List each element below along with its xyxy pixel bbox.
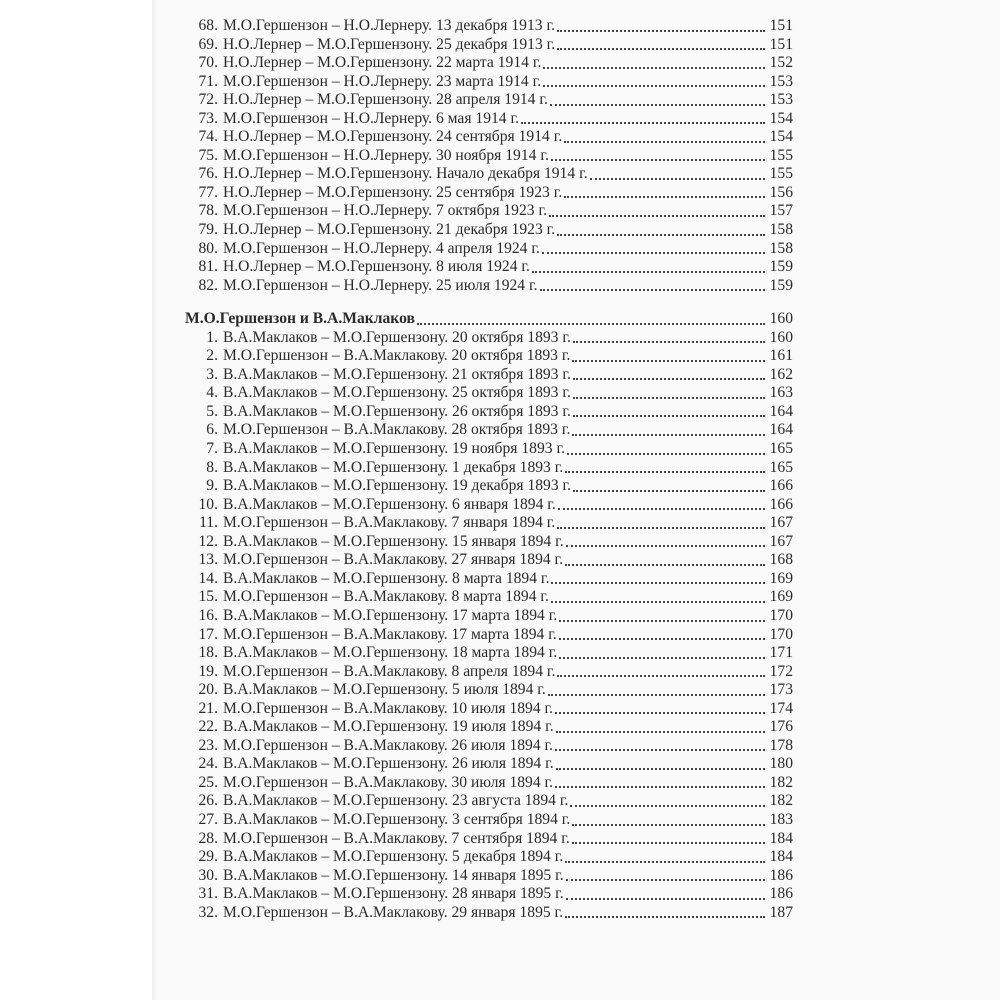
entry-page-number: 156 bbox=[769, 183, 793, 201]
entry-title: В.А.Маклаков – М.О.Гершензону. 6 января 1894 г. bbox=[223, 495, 556, 513]
entry-number: 20. bbox=[198, 681, 218, 699]
entry-page-number: 167 bbox=[769, 514, 793, 532]
toc-entry bbox=[185, 811, 793, 830]
dot-leader bbox=[572, 842, 765, 844]
dot-leader bbox=[559, 620, 765, 622]
entry-number: 4. bbox=[206, 384, 218, 402]
toc-entry bbox=[185, 459, 793, 478]
toc-entry bbox=[185, 347, 793, 366]
entry-title: М.О.Гершензон – Н.О.Лернеру. 7 октября 1923 г. bbox=[223, 202, 548, 220]
dot-leader bbox=[555, 786, 765, 788]
toc-entry bbox=[185, 91, 793, 110]
dot-leader bbox=[540, 289, 765, 291]
toc-entry bbox=[185, 496, 793, 515]
dot-leader bbox=[557, 234, 765, 236]
entry-number: 23. bbox=[198, 736, 218, 754]
entry-page-number: 151 bbox=[769, 17, 793, 34]
entry-title: В.А.Маклаков – М.О.Гершензону. 14 января 1895 г. bbox=[223, 866, 564, 884]
entry-title: М.О.Гершензон – В.А.Маклакову. 20 октября 1893 г. bbox=[223, 347, 571, 365]
dot-leader bbox=[573, 397, 765, 399]
entry-number: 9. bbox=[206, 477, 218, 495]
entry-title: М.О.Гершензон – В.А.Маклакову. 8 апреля 1894 г. bbox=[223, 662, 556, 680]
dot-leader bbox=[558, 508, 765, 510]
entry-page-number: 169 bbox=[769, 569, 793, 587]
entry-title: Н.О.Лернер – М.О.Гершензону. 21 декабря 1923 г. bbox=[223, 221, 556, 239]
toc-entry bbox=[185, 867, 793, 886]
entry-page-number: 172 bbox=[769, 662, 793, 680]
dot-leader bbox=[565, 916, 765, 918]
entry-number: 27. bbox=[198, 810, 218, 828]
dot-leader bbox=[573, 341, 765, 343]
table-of-contents bbox=[185, 17, 793, 922]
dot-leader bbox=[572, 824, 765, 826]
dot-leader bbox=[557, 30, 765, 32]
entry-page-number: 154 bbox=[769, 109, 793, 127]
toc-entry bbox=[185, 644, 793, 663]
entry-page-number: 170 bbox=[769, 625, 793, 643]
entry-title: В.А.Маклаков – М.О.Гершензону. 17 марта 1894 г. bbox=[223, 606, 558, 624]
entry-number: 8. bbox=[206, 458, 218, 476]
entry-title: Н.О.Лернер – М.О.Гершензону. 28 апреля 1914 г. bbox=[223, 91, 548, 109]
toc-entry bbox=[185, 681, 793, 700]
entry-title: Н.О.Лернер – М.О.Гершензону. 8 июля 1924 г. bbox=[223, 258, 530, 276]
dot-leader bbox=[565, 861, 765, 863]
dot-leader bbox=[572, 360, 765, 362]
toc-entry bbox=[185, 588, 793, 607]
entry-page-number: 174 bbox=[769, 699, 793, 717]
dot-leader bbox=[566, 545, 765, 547]
entry-page-number: 153 bbox=[769, 91, 793, 109]
entry-title: М.О.Гершензон – В.А.Маклакову. 7 января 1894 г. bbox=[223, 514, 556, 532]
entry-title: М.О.Гершензон – Н.О.Лернеру. 6 мая 1914 г. bbox=[223, 109, 520, 127]
entry-number: 31. bbox=[198, 885, 218, 903]
entry-number: 78. bbox=[198, 202, 218, 220]
entry-title: В.А.Маклаков – М.О.Гершензону. 19 ноября 1893 г. bbox=[223, 440, 565, 458]
entry-page-number: 182 bbox=[769, 773, 793, 791]
entry-page-number: 178 bbox=[769, 736, 793, 754]
dot-leader bbox=[532, 271, 765, 273]
dot-leader bbox=[573, 378, 765, 380]
toc-entry bbox=[185, 421, 793, 440]
entry-number: 77. bbox=[198, 183, 218, 201]
entry-title: Н.О.Лернер – М.О.Гершензону. 25 сентября 1923 г. bbox=[223, 183, 563, 201]
toc-entry bbox=[185, 277, 793, 296]
entry-title: В.А.Маклаков – М.О.Гершензону. 5 июля 1894 г. bbox=[223, 681, 546, 699]
entry-title: В.А.Маклаков – М.О.Гершензону. 19 июля 1894 г. bbox=[223, 718, 554, 736]
entry-page-number: 167 bbox=[769, 532, 793, 550]
entry-number: 2. bbox=[206, 347, 218, 365]
toc-entry bbox=[185, 626, 793, 645]
entry-title: Н.О.Лернер – М.О.Гершензону. Начало декабря 1914 г. bbox=[223, 165, 588, 183]
entry-page-number: 180 bbox=[769, 755, 793, 773]
entry-number: 10. bbox=[198, 495, 218, 513]
entry-page-number: 176 bbox=[769, 718, 793, 736]
entry-number: 70. bbox=[198, 54, 218, 72]
dot-leader bbox=[557, 675, 765, 677]
dot-leader bbox=[548, 694, 765, 696]
entry-title: М.О.Гершензон – Н.О.Лернеру. 23 марта 1914 г. bbox=[223, 72, 542, 90]
entry-page-number: 165 bbox=[769, 458, 793, 476]
entry-page-number: 157 bbox=[769, 202, 793, 220]
entry-title: В.А.Маклаков – М.О.Гершензону. 5 декабря 1894 г. bbox=[223, 848, 564, 866]
entry-page-number: 151 bbox=[769, 35, 793, 53]
dot-leader bbox=[570, 805, 765, 807]
entry-number: 7. bbox=[206, 440, 218, 458]
toc-entry bbox=[185, 366, 793, 385]
toc-entry bbox=[185, 718, 793, 737]
toc-entry bbox=[185, 514, 793, 533]
entry-page-number: 152 bbox=[769, 54, 793, 72]
dot-leader bbox=[551, 582, 765, 584]
entry-number: 11. bbox=[199, 514, 218, 532]
entry-number: 26. bbox=[198, 792, 218, 810]
entry-page-number: 186 bbox=[769, 885, 793, 903]
toc-entry bbox=[185, 774, 793, 793]
entry-number: 79. bbox=[198, 221, 218, 239]
toc-entry bbox=[185, 440, 793, 459]
entry-number: 16. bbox=[198, 606, 218, 624]
toc-entry bbox=[185, 240, 793, 259]
toc-entry bbox=[185, 36, 793, 55]
entry-title: В.А.Маклаков – М.О.Гершензону. 1 декабря 1893 г. bbox=[223, 458, 564, 476]
entry-title: М.О.Гершензон – В.А.Маклакову. 10 июля 1894 г. bbox=[223, 699, 554, 717]
toc-entry bbox=[185, 54, 793, 73]
entry-number: 69. bbox=[198, 35, 218, 53]
entry-number: 72. bbox=[198, 91, 218, 109]
dot-leader bbox=[543, 67, 765, 69]
entry-page-number: 153 bbox=[769, 72, 793, 90]
entry-title: М.О.Гершензон – В.А.Маклакову. 8 марта 1894 г. bbox=[223, 588, 549, 606]
dot-leader bbox=[566, 898, 765, 900]
toc-entry bbox=[185, 830, 793, 849]
dot-leader bbox=[559, 657, 765, 659]
entry-number: 1. bbox=[206, 328, 218, 346]
entry-title: М.О.Гершензон – Н.О.Лернеру. 4 апреля 1924 г. bbox=[223, 239, 540, 257]
entry-page-number: 159 bbox=[769, 276, 793, 294]
toc-entry bbox=[185, 885, 793, 904]
entry-page-number: 171 bbox=[769, 644, 793, 662]
toc-group-lerner bbox=[185, 17, 793, 295]
entry-number: 3. bbox=[206, 365, 218, 383]
entry-page-number: 184 bbox=[769, 829, 793, 847]
toc-entry bbox=[185, 329, 793, 348]
toc-entry bbox=[185, 258, 793, 277]
dot-leader bbox=[557, 48, 765, 50]
toc-entry bbox=[185, 792, 793, 811]
toc-entry bbox=[185, 848, 793, 867]
entry-title: В.А.Маклаков – М.О.Гершензону. 8 марта 1894 г. bbox=[223, 569, 550, 587]
dot-leader bbox=[573, 490, 765, 492]
toc-entry bbox=[185, 165, 793, 184]
entry-title: В.А.Маклаков – М.О.Гершензону. 23 августа 1894 г. bbox=[223, 792, 569, 810]
entry-page-number: 158 bbox=[769, 221, 793, 239]
toc-entry bbox=[185, 17, 793, 36]
dot-leader bbox=[573, 415, 765, 417]
dot-leader bbox=[542, 252, 765, 254]
toc-group-maklakov bbox=[185, 329, 793, 923]
entry-number: 80. bbox=[198, 239, 218, 257]
entry-number: 13. bbox=[198, 551, 218, 569]
entry-title: В.А.Маклаков – М.О.Гершензону. 26 июля 1894 г. bbox=[223, 755, 554, 773]
section-page-number: 160 bbox=[769, 310, 793, 328]
entry-page-number: 159 bbox=[769, 258, 793, 276]
toc-entry bbox=[185, 607, 793, 626]
entry-number: 28. bbox=[198, 829, 218, 847]
entry-number: 29. bbox=[198, 848, 218, 866]
entry-number: 21. bbox=[198, 699, 218, 717]
entry-page-number: 158 bbox=[769, 239, 793, 257]
entry-page-number: 166 bbox=[769, 495, 793, 513]
dot-leader bbox=[417, 323, 765, 325]
entry-page-number: 161 bbox=[769, 347, 793, 365]
entry-page-number: 160 bbox=[769, 328, 793, 346]
dot-leader bbox=[566, 879, 765, 881]
dot-leader bbox=[564, 196, 765, 198]
entry-page-number: 155 bbox=[769, 146, 793, 164]
entry-number: 68. bbox=[198, 17, 218, 34]
toc-entry bbox=[185, 663, 793, 682]
entry-title: М.О.Гершензон – В.А.Маклакову. 27 января 1894 г. bbox=[223, 551, 564, 569]
entry-title: М.О.Гершензон – Н.О.Лернеру. 13 декабря 1913 г. bbox=[223, 17, 555, 34]
entry-page-number: 168 bbox=[769, 551, 793, 569]
dot-leader bbox=[557, 527, 765, 529]
dot-leader bbox=[555, 749, 765, 751]
entry-number: 74. bbox=[198, 128, 218, 146]
entry-title: В.А.Маклаков – М.О.Гершензону. 18 марта 1894 г. bbox=[223, 644, 558, 662]
dot-leader bbox=[555, 712, 765, 714]
toc-entry bbox=[185, 737, 793, 756]
entry-number: 18. bbox=[198, 644, 218, 662]
entry-number: 25. bbox=[198, 773, 218, 791]
entry-number: 15. bbox=[198, 588, 218, 606]
entry-number: 75. bbox=[198, 146, 218, 164]
entry-page-number: 166 bbox=[769, 477, 793, 495]
toc-entry bbox=[185, 384, 793, 403]
entry-number: 22. bbox=[198, 718, 218, 736]
entry-page-number: 162 bbox=[769, 365, 793, 383]
entry-number: 17. bbox=[198, 625, 218, 643]
entry-title: Н.О.Лернер – М.О.Гершензону. 24 сентября 1914 г. bbox=[223, 128, 563, 146]
entry-page-number: 164 bbox=[769, 421, 793, 439]
dot-leader bbox=[551, 601, 765, 603]
entry-title: В.А.Маклаков – М.О.Гершензону. 15 января 1894 г. bbox=[223, 532, 564, 550]
entry-number: 12. bbox=[198, 532, 218, 550]
entry-page-number: 182 bbox=[769, 792, 793, 810]
entry-title: В.А.Маклаков – М.О.Гершензону. 25 октября 1893 г. bbox=[223, 384, 571, 402]
entry-title: М.О.Гершензон – В.А.Маклакову. 7 сентября 1894 г. bbox=[223, 829, 570, 847]
entry-number: 32. bbox=[198, 903, 218, 921]
entry-title: В.А.Маклаков – М.О.Гершензону. 20 октября 1893 г. bbox=[223, 328, 571, 346]
entry-title: М.О.Гершензон – Н.О.Лернеру. 25 июля 1924 г. bbox=[223, 276, 538, 294]
entry-number: 76. bbox=[198, 165, 218, 183]
entry-title: М.О.Гершензон – В.А.Маклакову. 29 января 1895 г. bbox=[223, 903, 564, 921]
dot-leader bbox=[559, 638, 765, 640]
entry-page-number: 170 bbox=[769, 606, 793, 624]
toc-entry bbox=[185, 477, 793, 496]
dot-leader bbox=[564, 141, 765, 143]
entry-title: В.А.Маклаков – М.О.Гершензону. 19 декабря 1893 г. bbox=[223, 477, 572, 495]
toc-entry bbox=[185, 551, 793, 570]
entry-title: Н.О.Лернер – М.О.Гершензону. 25 декабря 1913 г. bbox=[223, 35, 556, 53]
entry-page-number: 186 bbox=[769, 866, 793, 884]
dot-leader bbox=[590, 178, 765, 180]
entry-page-number: 163 bbox=[769, 384, 793, 402]
entry-page-number: 164 bbox=[769, 402, 793, 420]
entry-number: 73. bbox=[198, 109, 218, 127]
toc-entry bbox=[185, 403, 793, 422]
entry-title: М.О.Гершензон – В.А.Маклакову. 28 октября 1893 г. bbox=[223, 421, 571, 439]
toc-entry bbox=[185, 202, 793, 221]
dot-leader bbox=[567, 453, 765, 455]
dot-leader bbox=[521, 122, 765, 124]
toc-entry bbox=[185, 700, 793, 719]
entry-page-number: 173 bbox=[769, 681, 793, 699]
toc-entry bbox=[185, 110, 793, 129]
toc-entry bbox=[185, 128, 793, 147]
dot-leader bbox=[551, 159, 765, 161]
entry-title: М.О.Гершензон – В.А.Маклакову. 26 июля 1894 г. bbox=[223, 736, 554, 754]
entry-number: 30. bbox=[198, 866, 218, 884]
entry-title: М.О.Гершензон – В.А.Маклакову. 17 марта 1894 г. bbox=[223, 625, 557, 643]
entry-number: 19. bbox=[198, 662, 218, 680]
dot-leader bbox=[572, 434, 765, 436]
toc-entry bbox=[185, 184, 793, 203]
entry-page-number: 155 bbox=[769, 165, 793, 183]
entry-page-number: 187 bbox=[769, 903, 793, 921]
toc-entry bbox=[185, 904, 793, 923]
entry-title: В.А.Маклаков – М.О.Гершензону. 3 сентября 1894 г. bbox=[223, 810, 571, 828]
section-title: М.О.Гершензон и В.А.Маклаков bbox=[185, 310, 415, 328]
dot-leader bbox=[565, 564, 765, 566]
entry-page-number: 169 bbox=[769, 588, 793, 606]
entry-number: 81. bbox=[198, 258, 218, 276]
dot-leader bbox=[565, 471, 765, 473]
dot-leader bbox=[556, 768, 765, 770]
entry-number: 71. bbox=[198, 72, 218, 90]
entry-page-number: 165 bbox=[769, 440, 793, 458]
entry-number: 6. bbox=[206, 421, 218, 439]
toc-entry bbox=[185, 73, 793, 92]
toc-entry bbox=[185, 570, 793, 589]
entry-title: М.О.Гершензон – В.А.Маклакову. 30 июля 1894 г. bbox=[223, 773, 554, 791]
dot-leader bbox=[556, 731, 765, 733]
toc-entry bbox=[185, 221, 793, 240]
entry-title: В.А.Маклаков – М.О.Гершензону. 21 октября 1893 г. bbox=[223, 365, 571, 383]
toc-entry bbox=[185, 147, 793, 166]
entry-number: 24. bbox=[198, 755, 218, 773]
entry-number: 82. bbox=[198, 276, 218, 294]
entry-title: В.А.Маклаков – М.О.Гершензону. 26 октября 1893 г. bbox=[223, 402, 571, 420]
toc-entry bbox=[185, 755, 793, 774]
toc-section-heading bbox=[185, 310, 793, 329]
dot-leader bbox=[543, 85, 765, 87]
entry-page-number: 154 bbox=[769, 128, 793, 146]
entry-number: 14. bbox=[198, 569, 218, 587]
entry-page-number: 184 bbox=[769, 848, 793, 866]
entry-title: Н.О.Лернер – М.О.Гершензону. 22 марта 1914 г. bbox=[223, 54, 542, 72]
toc-entry bbox=[185, 533, 793, 552]
entry-title: В.А.Маклаков – М.О.Гершензону. 28 января 1895 г. bbox=[223, 885, 564, 903]
entry-page-number: 183 bbox=[769, 810, 793, 828]
dot-leader bbox=[550, 104, 765, 106]
entry-number: 5. bbox=[206, 402, 218, 420]
entry-title: М.О.Гершензон – Н.О.Лернеру. 30 ноября 1914 г. bbox=[223, 146, 549, 164]
dot-leader bbox=[549, 215, 765, 217]
